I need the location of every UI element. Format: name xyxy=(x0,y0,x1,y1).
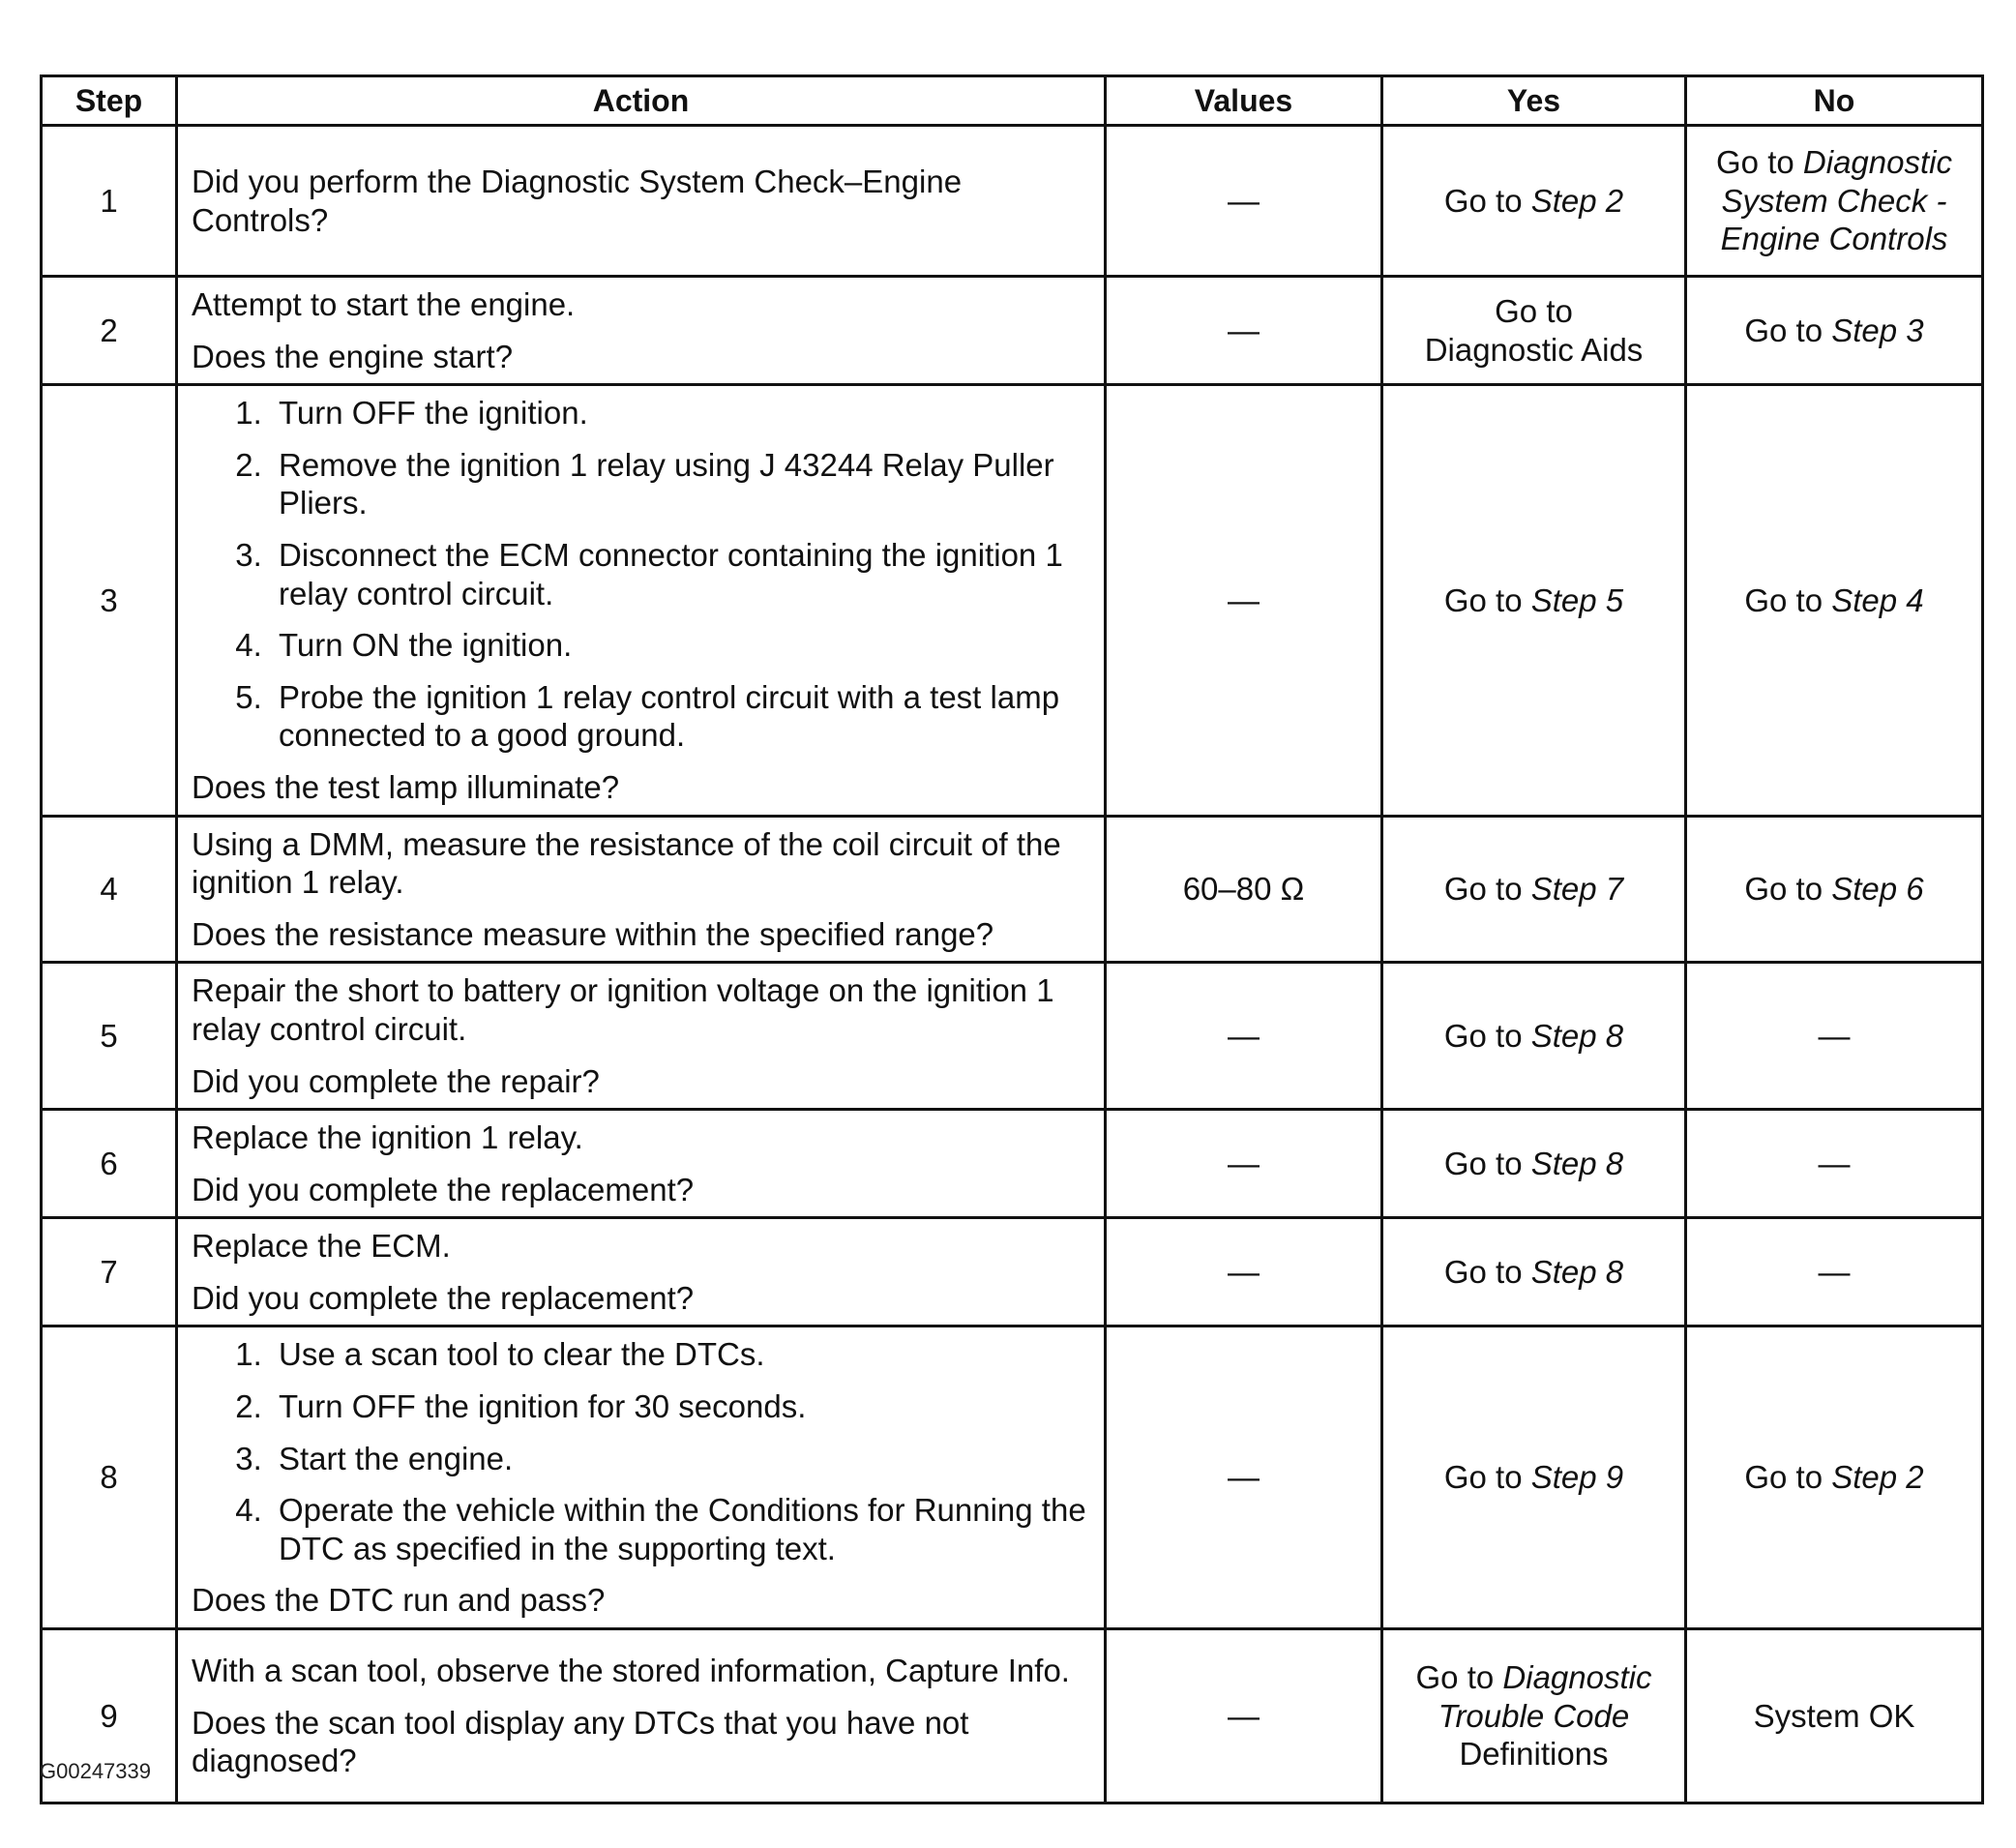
header-no: No xyxy=(1686,76,1983,126)
value-cell: — xyxy=(1106,1629,1382,1803)
table-row xyxy=(42,1629,1983,1803)
step-number: 5 xyxy=(42,963,177,1110)
yes-cell xyxy=(1382,277,1686,385)
yes-cell xyxy=(1382,1110,1686,1218)
action-step-item: 5. Probe the ignition 1 relay control circuit with a test lamp connected to a good ground. xyxy=(271,678,1090,755)
action-question: Does the scan tool display any DTCs that you have not diagnosed? xyxy=(192,1704,969,1779)
step-number: 7 xyxy=(42,1218,177,1326)
table-row xyxy=(42,126,1983,277)
table-row xyxy=(42,277,1983,385)
yes-cell xyxy=(1382,1326,1686,1629)
no-goto-target: Step 4 xyxy=(1831,581,1924,618)
action-cell xyxy=(177,1629,1106,1803)
yes-goto-target: Step 8 xyxy=(1530,1017,1624,1054)
action-question: Did you complete the replacement? xyxy=(192,1279,695,1316)
action-cell xyxy=(177,816,1106,963)
table-row xyxy=(42,1110,1983,1218)
value-cell: — xyxy=(1106,1110,1382,1218)
figure-id: G00247339 xyxy=(40,1759,151,1783)
yes-goto-prefix: Go to xyxy=(1495,293,1573,329)
yes-goto-target: Step 8 xyxy=(1530,1145,1624,1181)
value-cell: — xyxy=(1106,126,1382,277)
yes-cell xyxy=(1382,1629,1686,1803)
yes-goto-prefix: Go to xyxy=(1443,1254,1531,1291)
no-cell: — xyxy=(1686,1218,1983,1326)
yes-goto-target: Step 8 xyxy=(1530,1254,1624,1291)
action-text: Attempt to start the engine. xyxy=(192,286,576,322)
no-cell: System OK xyxy=(1686,1629,1983,1803)
yes-goto-prefix: Go to xyxy=(1443,1017,1531,1054)
no-cell xyxy=(1686,1326,1983,1629)
action-step-list xyxy=(192,394,1090,755)
value-cell: — xyxy=(1106,277,1382,385)
no-cell xyxy=(1686,277,1983,385)
header-values: Values xyxy=(1106,76,1382,126)
step-number: 3 xyxy=(42,385,177,816)
yes-goto-prefix: Go to xyxy=(1443,1459,1531,1496)
value-cell: — xyxy=(1106,385,1382,816)
yes-goto-target: Step 7 xyxy=(1530,871,1624,908)
yes-goto-prefix: Go to xyxy=(1443,182,1531,219)
action-text: Did you perform the Diagnostic System Check–Engine Controls? xyxy=(192,163,963,238)
action-question: Did you complete the replacement? xyxy=(192,1171,695,1207)
no-goto-target: Step 2 xyxy=(1831,1459,1924,1496)
no-goto-target: Step 6 xyxy=(1831,871,1924,908)
header-step: Step xyxy=(42,76,177,126)
value-cell: — xyxy=(1106,1326,1382,1629)
action-question: Does the engine start? xyxy=(192,338,514,374)
table-row xyxy=(42,385,1983,816)
action-text: Replace the ignition 1 relay. xyxy=(192,1119,583,1156)
no-cell xyxy=(1686,816,1983,963)
step-number: 8 xyxy=(42,1326,177,1629)
action-cell xyxy=(177,385,1106,816)
action-step-item: 3. Disconnect the ECM connector containing the ignition 1 relay control circuit. xyxy=(271,536,1090,612)
value-cell: 60–80 Ω xyxy=(1106,816,1382,963)
step-number: 6 xyxy=(42,1110,177,1218)
yes-goto-suffix: Definitions xyxy=(1459,1736,1609,1773)
action-step-item: 4. Turn ON the ignition. xyxy=(271,626,1090,665)
yes-goto-prefix: Go to xyxy=(1443,581,1531,618)
action-question: Does the test lamp illuminate? xyxy=(192,768,620,805)
action-text: With a scan tool, observe the stored information, Capture Info. xyxy=(192,1653,1070,1689)
yes-goto-target: Diagnostic Aids xyxy=(1424,331,1644,368)
action-question: Does the resistance measure within the specified range? xyxy=(192,915,994,952)
yes-goto-target: Diagnostic Trouble Code xyxy=(1438,1659,1652,1734)
action-text: Repair the short to battery or ignition voltage on the ignition 1 relay control circuit. xyxy=(192,972,1054,1047)
yes-goto-target: Step 9 xyxy=(1530,1459,1624,1496)
action-cell xyxy=(177,126,1106,277)
yes-goto-prefix: Go to xyxy=(1443,1145,1531,1181)
action-question: Did you complete the repair? xyxy=(192,1062,600,1099)
no-goto-prefix: Go to xyxy=(1744,312,1832,348)
no-goto-prefix: Go to xyxy=(1744,1459,1832,1496)
table-row xyxy=(42,816,1983,963)
diagnostic-table xyxy=(40,75,1984,1804)
yes-cell xyxy=(1382,1218,1686,1326)
step-number: 2 xyxy=(42,277,177,385)
action-text: Replace the ECM. xyxy=(192,1228,451,1265)
step-number: 1 xyxy=(42,126,177,277)
table-row xyxy=(42,1218,1983,1326)
no-cell xyxy=(1686,126,1983,277)
action-step-item: 1. Turn OFF the ignition. xyxy=(271,394,1090,432)
yes-cell xyxy=(1382,816,1686,963)
action-cell xyxy=(177,1218,1106,1326)
no-cell: — xyxy=(1686,1110,1983,1218)
no-goto-prefix: Go to xyxy=(1716,144,1803,181)
yes-cell xyxy=(1382,963,1686,1110)
action-step-list xyxy=(192,1335,1090,1567)
value-cell: — xyxy=(1106,963,1382,1110)
no-cell xyxy=(1686,385,1983,816)
yes-goto-target: Step 2 xyxy=(1530,182,1624,219)
yes-goto-prefix: Go to xyxy=(1443,871,1531,908)
action-cell xyxy=(177,277,1106,385)
action-text: Using a DMM, measure the resistance of the coil circuit of the ignition 1 relay. xyxy=(192,825,1061,901)
no-goto-prefix: Go to xyxy=(1744,871,1832,908)
value-cell: — xyxy=(1106,1218,1382,1326)
table-body xyxy=(42,126,1983,1803)
step-number: 4 xyxy=(42,816,177,963)
table-header-row xyxy=(42,76,1983,126)
no-goto-prefix: Go to xyxy=(1744,581,1832,618)
action-cell xyxy=(177,963,1106,1110)
header-yes: Yes xyxy=(1382,76,1686,126)
table-row xyxy=(42,1326,1983,1629)
yes-goto-target: Step 5 xyxy=(1530,581,1624,618)
action-step-item: 2. Remove the ignition 1 relay using J 43244 Relay Puller Pliers. xyxy=(271,446,1090,522)
no-goto-target: Step 3 xyxy=(1831,312,1924,348)
action-cell xyxy=(177,1110,1106,1218)
action-cell xyxy=(177,1326,1106,1629)
no-cell: — xyxy=(1686,963,1983,1110)
action-step-item: 3. Start the engine. xyxy=(271,1440,1090,1478)
action-step-item: 4. Operate the vehicle within the Conditions for Running the DTC as specified in the supporting text. xyxy=(271,1491,1090,1567)
action-step-item: 2. Turn OFF the ignition for 30 seconds. xyxy=(271,1387,1090,1426)
yes-goto-prefix: Go to xyxy=(1415,1659,1503,1696)
table-row xyxy=(42,963,1983,1110)
yes-cell xyxy=(1382,385,1686,816)
yes-cell xyxy=(1382,126,1686,277)
action-question: Does the DTC run and pass? xyxy=(192,1582,606,1619)
no-goto-target: Diagnostic System Check - Engine Controls xyxy=(1720,144,1952,257)
step-number: 9 xyxy=(42,1629,177,1803)
header-action: Action xyxy=(177,76,1106,126)
action-step-item: 1. Use a scan tool to clear the DTCs. xyxy=(271,1335,1090,1374)
